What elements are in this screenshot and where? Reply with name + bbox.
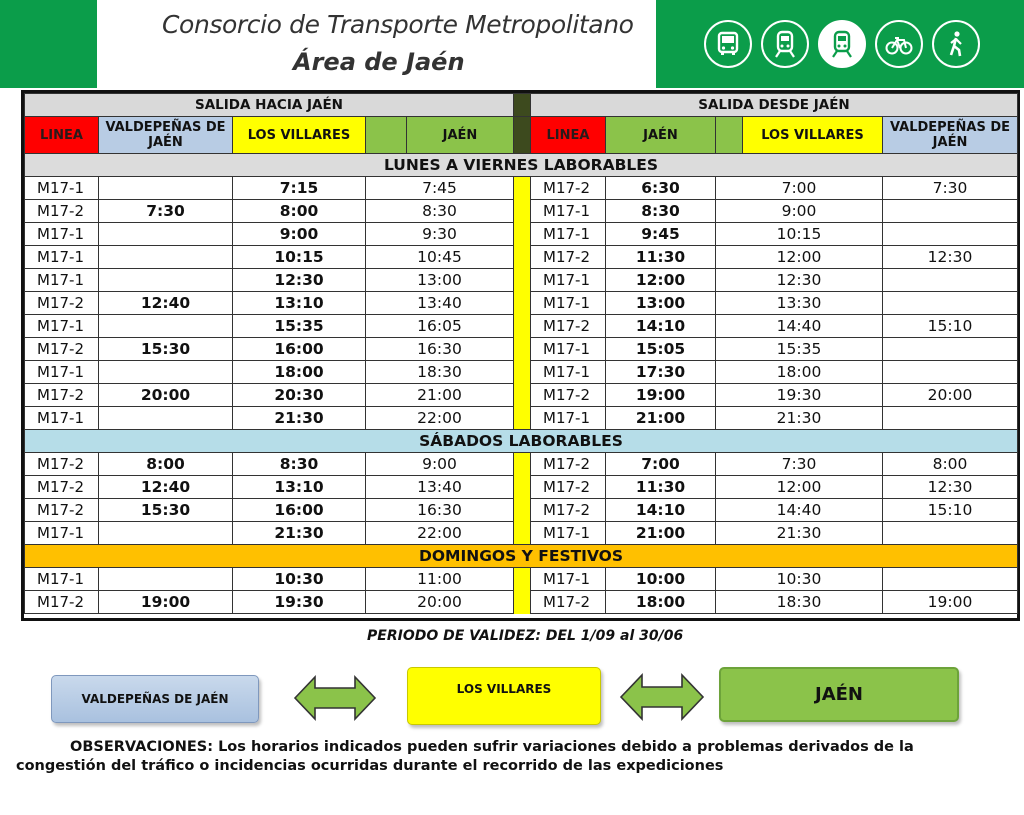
- cell-jaen-right: 21:00: [606, 407, 716, 430]
- cell-valdepenas-right: 19:00: [883, 591, 1018, 614]
- cell-jaen-right: 9:45: [606, 223, 716, 246]
- section-label: DOMINGOS Y FESTIVOS: [25, 545, 1018, 568]
- cell-line-left: M17-1: [25, 223, 99, 246]
- cell-valdepenas-left: [99, 315, 233, 338]
- cell-valdepenas-right: 12:30: [883, 476, 1018, 499]
- cell-jaen-left: 16:05: [366, 315, 514, 338]
- cell-line-right: M17-2: [531, 476, 606, 499]
- cell-line-right: M17-1: [531, 223, 606, 246]
- cell-line-left: M17-2: [25, 476, 99, 499]
- cell-line-right: M17-1: [531, 407, 606, 430]
- cell-line-right: M17-1: [531, 338, 606, 361]
- center-divider: [514, 476, 531, 499]
- cell-valdepenas-left: [99, 246, 233, 269]
- cell-valdepenas-left: [99, 407, 233, 430]
- table-row: [25, 269, 1018, 292]
- cell-valdepenas-right: [883, 223, 1018, 246]
- column-headers: [25, 117, 1018, 154]
- cell-jaen-left: 18:30: [366, 361, 514, 384]
- header-jaen-left: JAÉN: [407, 117, 514, 154]
- center-divider: [514, 591, 531, 614]
- cell-villares-right: 15:35: [716, 338, 883, 361]
- cell-line-left: M17-1: [25, 361, 99, 384]
- center-divider: [514, 568, 531, 591]
- cell-line-left: M17-1: [25, 315, 99, 338]
- cell-valdepenas-right: 7:30: [883, 177, 1018, 200]
- double-arrow-icon: [619, 673, 705, 721]
- cell-valdepenas-left: 8:00: [99, 453, 233, 476]
- cell-villares-left: 18:00: [233, 361, 366, 384]
- cell-line-left: M17-2: [25, 453, 99, 476]
- cell-villares-right: 12:30: [716, 269, 883, 292]
- center-divider: [514, 384, 531, 407]
- cell-villares-left: 21:30: [233, 407, 366, 430]
- cell-line-right: M17-2: [531, 591, 606, 614]
- cell-line-left: M17-1: [25, 246, 99, 269]
- cell-valdepenas-left: 20:00: [99, 384, 233, 407]
- cell-valdepenas-left: [99, 223, 233, 246]
- cell-valdepenas-left: 7:30: [99, 200, 233, 223]
- table-row: [25, 223, 1018, 246]
- cell-villares-right: 18:00: [716, 361, 883, 384]
- cell-valdepenas-right: [883, 269, 1018, 292]
- cell-valdepenas-right: [883, 522, 1018, 545]
- cell-jaen-right: 18:00: [606, 591, 716, 614]
- table-row: [25, 200, 1018, 223]
- stop-jaen: JAÉN: [719, 667, 959, 722]
- cell-villares-right: 21:30: [716, 407, 883, 430]
- table-row: [25, 177, 1018, 200]
- left-direction-title: SALIDA HACIA JAÉN: [25, 94, 514, 117]
- cell-villares-left: 7:15: [233, 177, 366, 200]
- cell-jaen-left: 21:00: [366, 384, 514, 407]
- table-row: [25, 453, 1018, 476]
- center-divider: [514, 292, 531, 315]
- header-linea-right: LINEA: [531, 117, 606, 154]
- cell-line-left: M17-2: [25, 292, 99, 315]
- cell-jaen-left: 13:00: [366, 269, 514, 292]
- center-divider: [514, 338, 531, 361]
- cell-jaen-left: 8:30: [366, 200, 514, 223]
- cell-jaen-left: 11:00: [366, 568, 514, 591]
- cell-jaen-right: 21:00: [606, 522, 716, 545]
- table-row: [25, 591, 1018, 614]
- stop-los-villares: LOS VILLARES: [407, 667, 601, 725]
- cell-villares-left: 13:10: [233, 292, 366, 315]
- cell-jaen-right: 6:30: [606, 177, 716, 200]
- section-band: [25, 154, 1018, 177]
- cell-valdepenas-left: [99, 522, 233, 545]
- cell-jaen-left: 22:00: [366, 407, 514, 430]
- bus-icon: [704, 20, 752, 68]
- cell-valdepenas-right: 15:10: [883, 315, 1018, 338]
- table-row: [25, 522, 1018, 545]
- header-spacer-right: [716, 117, 743, 154]
- cell-line-left: M17-1: [25, 522, 99, 545]
- header-linea-left: LINEA: [25, 117, 99, 154]
- cell-jaen-left: 13:40: [366, 476, 514, 499]
- cell-valdepenas-left: 12:40: [99, 292, 233, 315]
- cell-line-right: M17-2: [531, 246, 606, 269]
- cell-jaen-right: 14:10: [606, 315, 716, 338]
- timetable: [21, 90, 1020, 621]
- double-arrow-icon: [293, 675, 377, 721]
- cell-line-left: M17-1: [25, 177, 99, 200]
- cell-valdepenas-right: [883, 200, 1018, 223]
- cell-jaen-right: 19:00: [606, 384, 716, 407]
- transport-mode-icons: [704, 20, 980, 68]
- cell-villares-left: 8:00: [233, 200, 366, 223]
- cell-valdepenas-right: 20:00: [883, 384, 1018, 407]
- cell-villares-left: 10:30: [233, 568, 366, 591]
- cell-villares-left: 9:00: [233, 223, 366, 246]
- page-title: Consorcio de Transporte Metropolitano: [162, 10, 634, 39]
- cell-villares-right: 12:00: [716, 476, 883, 499]
- header-valdepenas-left: VALDEPEÑAS DE JAÉN: [99, 117, 233, 154]
- cell-jaen-right: 13:00: [606, 292, 716, 315]
- center-divider: [514, 453, 531, 476]
- cell-jaen-left: 9:30: [366, 223, 514, 246]
- cell-jaen-right: 12:00: [606, 269, 716, 292]
- cell-jaen-right: 15:05: [606, 338, 716, 361]
- metro-icon: [818, 20, 866, 68]
- cell-line-left: M17-1: [25, 269, 99, 292]
- cell-jaen-left: 16:30: [366, 499, 514, 522]
- table-row: [25, 384, 1018, 407]
- table-row: [25, 338, 1018, 361]
- cell-line-right: M17-1: [531, 568, 606, 591]
- train-icon: [761, 20, 809, 68]
- center-divider: [514, 499, 531, 522]
- section-band: [25, 545, 1018, 568]
- stop-valdepenas: VALDEPEÑAS DE JAÉN: [51, 675, 259, 723]
- cell-valdepenas-left: 19:00: [99, 591, 233, 614]
- cell-line-right: M17-2: [531, 453, 606, 476]
- center-divider: [514, 361, 531, 384]
- cell-line-right: M17-2: [531, 315, 606, 338]
- cell-valdepenas-right: [883, 292, 1018, 315]
- cell-jaen-right: 11:30: [606, 246, 716, 269]
- cell-villares-right: 10:30: [716, 568, 883, 591]
- cell-jaen-right: 17:30: [606, 361, 716, 384]
- cell-villares-right: 14:40: [716, 315, 883, 338]
- center-divider: [514, 94, 531, 117]
- cell-valdepenas-left: 12:40: [99, 476, 233, 499]
- cell-villares-right: 14:40: [716, 499, 883, 522]
- cell-villares-left: 16:00: [233, 499, 366, 522]
- cell-villares-right: 18:30: [716, 591, 883, 614]
- center-divider: [514, 269, 531, 292]
- cell-villares-left: 10:15: [233, 246, 366, 269]
- table-row: [25, 246, 1018, 269]
- cell-valdepenas-left: [99, 269, 233, 292]
- cell-valdepenas-left: 15:30: [99, 338, 233, 361]
- cell-jaen-right: 14:10: [606, 499, 716, 522]
- center-divider: [514, 407, 531, 430]
- pedestrian-icon: [932, 20, 980, 68]
- cell-valdepenas-left: 15:30: [99, 499, 233, 522]
- section-label: LUNES A VIERNES LABORABLES: [25, 154, 1018, 177]
- cell-villares-right: 7:30: [716, 453, 883, 476]
- cell-line-left: M17-1: [25, 568, 99, 591]
- cell-valdepenas-right: 12:30: [883, 246, 1018, 269]
- observations-text: Los horarios indicados pueden sufrir variaciones debido a problemas derivados de la congestión del tráfico o incidencias ocurridas durante el recorrido de las expediciones: [16, 739, 914, 774]
- cell-jaen-right: 8:30: [606, 200, 716, 223]
- header-green-band-left: [0, 0, 97, 88]
- cell-line-left: M17-2: [25, 499, 99, 522]
- direction-headers: [25, 94, 1018, 117]
- cell-line-left: M17-2: [25, 384, 99, 407]
- cell-jaen-left: 9:00: [366, 453, 514, 476]
- cell-villares-left: 16:00: [233, 338, 366, 361]
- cell-valdepenas-left: [99, 361, 233, 384]
- cell-valdepenas-right: 8:00: [883, 453, 1018, 476]
- cell-villares-right: 19:30: [716, 384, 883, 407]
- section-band: [25, 430, 1018, 453]
- cell-villares-left: 8:30: [233, 453, 366, 476]
- page-subtitle: Área de Jaén: [293, 48, 465, 76]
- cell-line-right: M17-2: [531, 177, 606, 200]
- cell-valdepenas-left: [99, 568, 233, 591]
- cell-line-right: M17-2: [531, 384, 606, 407]
- center-divider: [514, 117, 531, 154]
- center-divider: [514, 315, 531, 338]
- validity-period: PERIODO DE VALIDEZ: DEL 1/09 al 30/06: [367, 628, 684, 644]
- cell-jaen-left: 20:00: [366, 591, 514, 614]
- table-row: [25, 499, 1018, 522]
- cell-villares-left: 19:30: [233, 591, 366, 614]
- cell-valdepenas-right: [883, 568, 1018, 591]
- bicycle-icon: [875, 20, 923, 68]
- header-spacer-left: [366, 117, 407, 154]
- cell-villares-right: 9:00: [716, 200, 883, 223]
- cell-jaen-left: 7:45: [366, 177, 514, 200]
- header-valdepenas-right: VALDEPEÑAS DE JAÉN: [883, 117, 1018, 154]
- observations-label: OBSERVACIONES:: [70, 739, 213, 755]
- cell-valdepenas-left: [99, 177, 233, 200]
- cell-valdepenas-right: [883, 361, 1018, 384]
- cell-jaen-left: 22:00: [366, 522, 514, 545]
- cell-line-right: M17-1: [531, 361, 606, 384]
- center-divider: [514, 246, 531, 269]
- cell-villares-right: 12:00: [716, 246, 883, 269]
- cell-villares-right: 7:00: [716, 177, 883, 200]
- cell-jaen-right: 11:30: [606, 476, 716, 499]
- cell-villares-right: 21:30: [716, 522, 883, 545]
- cell-line-right: M17-1: [531, 269, 606, 292]
- table-row: [25, 407, 1018, 430]
- cell-jaen-left: 16:30: [366, 338, 514, 361]
- cell-jaen-right: 10:00: [606, 568, 716, 591]
- cell-line-right: M17-2: [531, 499, 606, 522]
- cell-villares-left: 13:10: [233, 476, 366, 499]
- cell-villares-right: 13:30: [716, 292, 883, 315]
- center-divider: [514, 200, 531, 223]
- table-row: [25, 568, 1018, 591]
- cell-villares-right: 10:15: [716, 223, 883, 246]
- cell-line-left: M17-2: [25, 591, 99, 614]
- cell-villares-left: 12:30: [233, 269, 366, 292]
- cell-line-left: M17-1: [25, 407, 99, 430]
- cell-jaen-left: 10:45: [366, 246, 514, 269]
- cell-jaen-right: 7:00: [606, 453, 716, 476]
- cell-villares-left: 21:30: [233, 522, 366, 545]
- cell-line-left: M17-2: [25, 338, 99, 361]
- header-jaen-right: JAÉN: [606, 117, 716, 154]
- center-divider: [514, 522, 531, 545]
- cell-jaen-left: 13:40: [366, 292, 514, 315]
- cell-line-right: M17-1: [531, 292, 606, 315]
- table-row: [25, 361, 1018, 384]
- table-row: [25, 476, 1018, 499]
- header-villares-left: LOS VILLARES: [233, 117, 366, 154]
- cell-villares-left: 20:30: [233, 384, 366, 407]
- center-divider: [514, 177, 531, 200]
- cell-line-left: M17-2: [25, 200, 99, 223]
- section-label: SÁBADOS LABORABLES: [25, 430, 1018, 453]
- cell-valdepenas-right: 15:10: [883, 499, 1018, 522]
- header-villares-right: LOS VILLARES: [743, 117, 883, 154]
- center-divider: [514, 223, 531, 246]
- cell-line-right: M17-1: [531, 522, 606, 545]
- observations: [16, 738, 1006, 776]
- cell-valdepenas-right: [883, 338, 1018, 361]
- right-direction-title: SALIDA DESDE JAÉN: [531, 94, 1018, 117]
- cell-villares-left: 15:35: [233, 315, 366, 338]
- cell-line-right: M17-1: [531, 200, 606, 223]
- table-row: [25, 292, 1018, 315]
- timetable-grid: [24, 93, 1018, 614]
- cell-valdepenas-right: [883, 407, 1018, 430]
- table-row: [25, 315, 1018, 338]
